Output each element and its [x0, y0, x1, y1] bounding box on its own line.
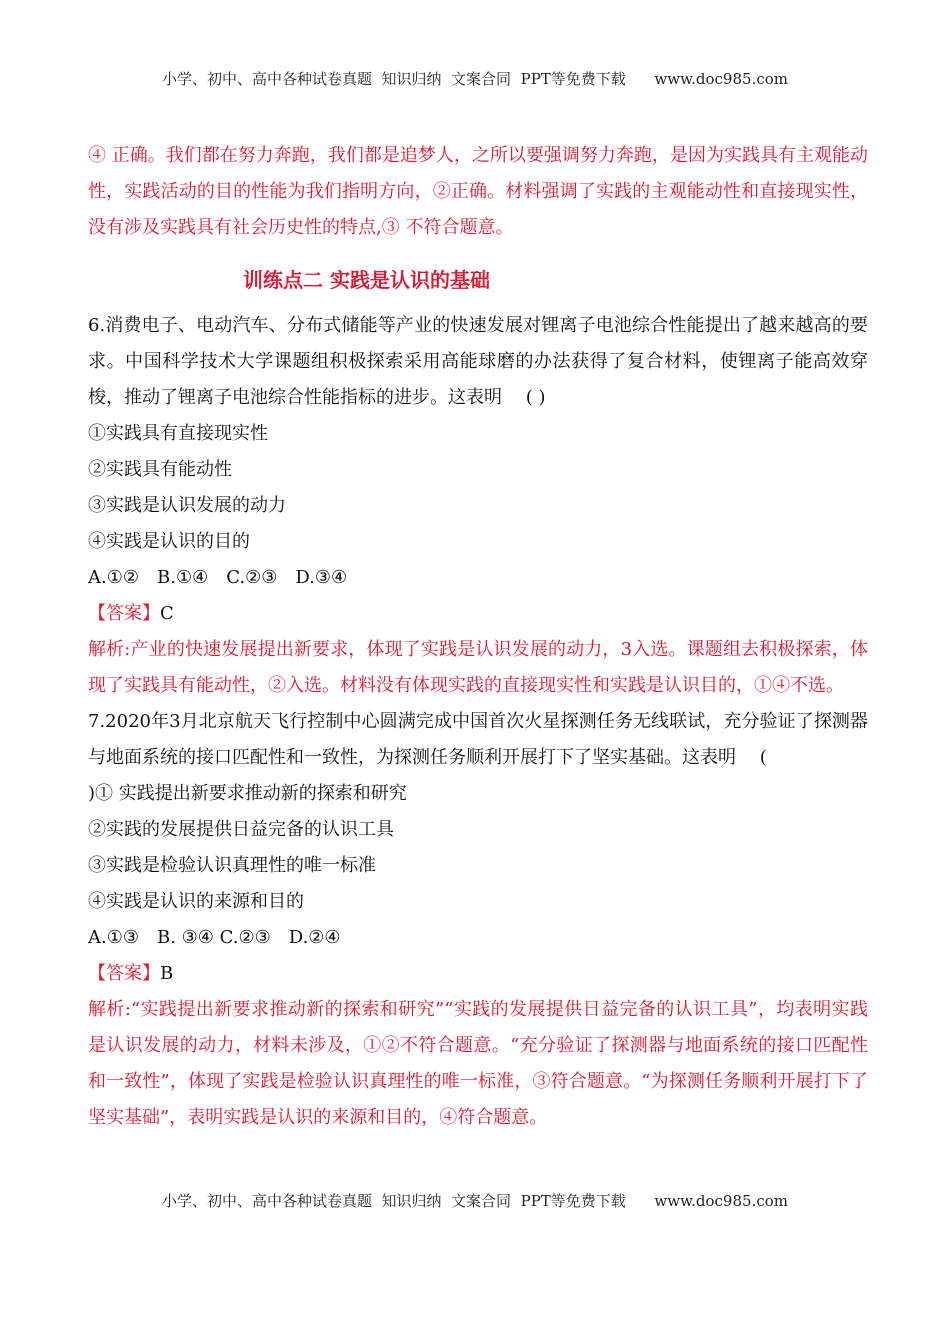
question-7-option-4: ④实践是认识的来源和目的: [88, 891, 304, 912]
question-6-option-3: ③实践是认识发展的动力: [88, 495, 286, 516]
question-6-stem: 6.消费电子、电动汽车、分布式储能等产业的快速发展对锂离子电池综合性能提出了越来越高的要求。中国科学技术大学课题组积极探索采用高能球磨的办法获得了复合材料，使锂离子能高效穿梭，推动了锂离子电池综合性能指标的进步。这表明 ( ): [88, 315, 868, 408]
question-7: [88, 704, 868, 1136]
question-7-option-1: )① 实践提出新要求推动新的探索和研究: [88, 783, 407, 804]
page-footer: 小学、初中、高中各种试卷真题 知识归纳 文案合同 PPT等免费下载 www.doc985.com: [161, 1192, 788, 1210]
question-6-option-2: ②实践具有能动性: [88, 459, 232, 480]
question-6: [88, 308, 868, 704]
answer-label-tag: 【答案】: [88, 603, 160, 624]
answer-label-tag: 【答案】: [88, 963, 160, 984]
question-7-option-3: ③实践是检验认识真理性的唯一标准: [88, 855, 376, 876]
question-7-analysis: 解析:“实践提出新要求推动新的探索和研究”“实践的发展提供日益完备的认识工具”，均表明实践是认识发展的动力，材料未涉及，①②不符合题意。“充分验证了探测器与地面系统的接口匹配性和一致性”，体现了实践是检验认识真理性的唯一标准，③符合题意。“为探测任务顺利开展打下了坚实基础”，表明实践是认识的来源和目的，④符合题意。: [88, 999, 868, 1128]
question-6-answer: [88, 596, 868, 632]
question-7-option-2: ②实践的发展提供日益完备的认识工具: [88, 819, 394, 840]
question-6-analysis: 解析:产业的快速发展提出新要求，体现了实践是认识发展的动力，3入选。课题组去积极探索，体现了实践具有能动性，②入选。材料没有体现实践的直接现实性和实践是认识目的，①④不选。: [88, 639, 868, 696]
page-header: 小学、初中、高中各种试卷真题 知识归纳 文案合同 PPT等免费下载 www.doc985.com: [161, 70, 788, 88]
question-7-answer: [88, 956, 868, 992]
question-6-option-1: ①实践具有直接现实性: [88, 423, 268, 444]
question-6-option-4: ④实践是认识的目的: [88, 531, 250, 552]
question-7-stem: 7.2020年3月北京航天飞行控制中心圆满完成中国首次火星探测任务无线联试，充分验证了探测器与地面系统的接口匹配性和一致性，为探测任务顺利开展打下了坚实基础。这表明 (: [88, 711, 868, 768]
section-title: 训练点二 实践是认识的基础: [243, 268, 490, 292]
answer-value: B: [160, 963, 174, 984]
question-6-choices: A.①② B.①④ C.②③ D.③④: [88, 567, 348, 588]
document-body: [88, 138, 868, 1136]
question-7-choices: A.①③ B. ③④ C.②③ D.②④: [88, 927, 341, 948]
previous-explanation: ④ 正确。我们都在努力奔跑，我们都是追梦人，之所以要强调努力奔跑，是因为实践具有主观能动性，实践活动的目的性能为我们指明方向，②正确。材料强调了实践的主观能动性和直接现实性，没有涉及实践具有社会历史性的特点,③ 不符合题意。: [88, 145, 868, 238]
answer-value: C: [160, 603, 174, 624]
